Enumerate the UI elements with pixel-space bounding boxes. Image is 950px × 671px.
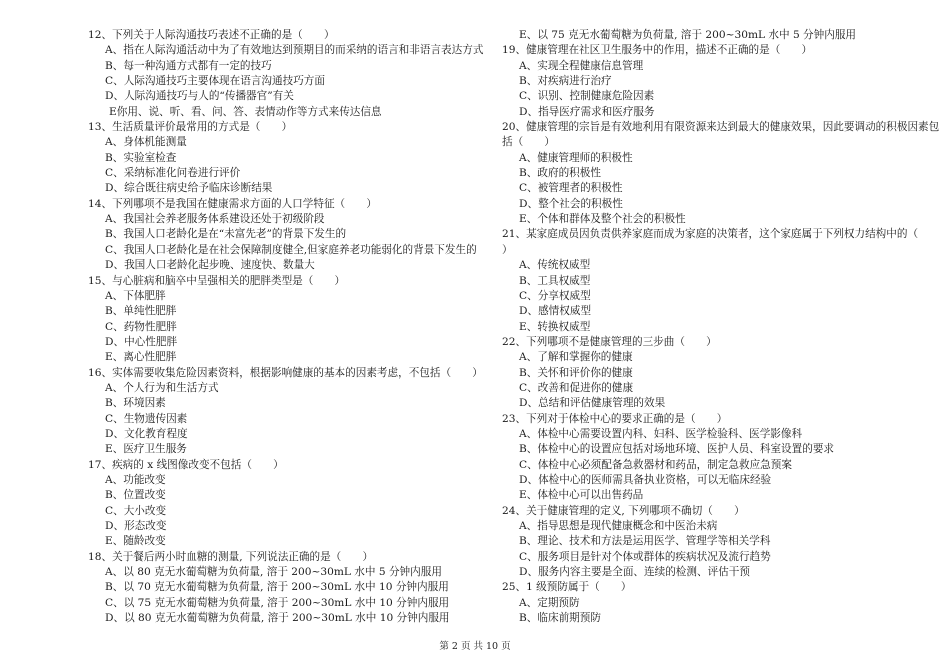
question-text: 17、疾病的 x 线图像改变不包括（ ） <box>88 458 284 471</box>
question-text: 括（ ） <box>502 136 555 149</box>
answer-option: C、以 75 克无水葡萄糖为负荷量, 溶于 200~30mL 水中 10 分钟内服用 <box>105 596 450 609</box>
question-text: 22、下列哪项不是健康管理的三步曲（ ） <box>502 335 717 348</box>
answer-option: A、个人行为和生活方式 <box>105 381 219 394</box>
question-text: 18、关于餐后两小时血糖的测量, 下列说法正确的是（ ） <box>88 550 374 563</box>
question-text: 16、实体需要收集危险因素资料，根据影响健康的基本的因素考虑，不包括（ ） <box>88 366 483 379</box>
answer-option: A、了解和掌握你的健康 <box>519 351 633 364</box>
answer-option: C、生物遗传因素 <box>105 412 188 425</box>
answer-option: A、传统权威型 <box>519 259 591 272</box>
question-text: 21、某家庭成员因负责供养家庭而成为家庭的决策者，这个家庭属于下列权力结构中的（ <box>502 228 919 241</box>
answer-option: D、指导医疗需求和医疗服务 <box>519 105 655 118</box>
answer-option: D、整个社会的积极性 <box>519 197 623 210</box>
question-text: 24、关于健康管理的定义, 下列哪项不确切（ ） <box>502 504 745 517</box>
answer-option: C、改善和促进你的健康 <box>519 381 634 394</box>
answer-option: A、实现全程健康信息管理 <box>519 59 644 72</box>
answer-option: B、临床前期预防 <box>519 612 601 625</box>
answer-option: B、关怀和评价你的健康 <box>519 366 633 379</box>
question-text: 15、与心脏病和脑卒中呈强相关的肥胖类型是（ ） <box>88 274 346 287</box>
answer-option: B、实验室检查 <box>105 151 177 164</box>
answer-option: D、体检中心的医师需具备执业资格，可以无临床经验 <box>519 473 772 486</box>
answer-option: B、环境因素 <box>105 397 166 410</box>
answer-option: A、定期预防 <box>519 596 580 609</box>
question-text: 19、健康管理在社区卫生服务中的作用，描述不正确的是（ ） <box>502 44 813 57</box>
question-text: 13、生活质量评价最常用的方式是（ ） <box>88 121 293 134</box>
question-text: 25、1 级预防属于（ ） <box>502 581 632 594</box>
answer-option: C、识别、控制健康危险因素 <box>519 90 655 103</box>
answer-option: A、我国社会养老服务体系建设还处于初级阶段 <box>105 213 325 226</box>
answer-option: D、形态改变 <box>105 520 167 532</box>
question-text: 14、下列哪项不是我国在健康需求方面的人口学特征（ ） <box>88 197 377 210</box>
question-text: 20、健康管理的宗旨是有效地利用有限资源来达到最大的健康效果，因此要调动的积极因素包 <box>502 121 940 134</box>
answer-option: A、体检中心需要设置内科、妇科、医学检验科、医学影像科 <box>519 427 803 440</box>
answer-option: C、被管理者的积极性 <box>519 182 623 195</box>
answer-option: D、服务内容主要是全面、连续的检测、评估干预 <box>519 566 750 579</box>
answer-option: A、身体机能测量 <box>105 136 187 149</box>
answer-option: D、我国人口老龄化起步晚、速度快、数量大 <box>105 259 315 272</box>
answer-option: C、人际沟通技巧主要体现在语言沟通技巧方面 <box>105 75 325 88</box>
answer-option: E、转换权威型 <box>519 320 591 333</box>
answer-option: E、离心性肥胖 <box>105 351 177 364</box>
answer-option: E、以 75 克无水葡萄糖为负荷量, 溶于 200~30mL 水中 5 分钟内服用 <box>519 29 857 41</box>
answer-option: A、功能改变 <box>105 473 166 486</box>
answer-option: D、中心性肥胖 <box>105 335 178 348</box>
answer-option: A、指在人际沟通活动中为了有效地达到预期目的而采纳的语言和非语言表达方式 <box>105 44 484 57</box>
answer-option: B、工具权威型 <box>519 274 591 287</box>
answer-option: B、理论、技术和方法是运用医学、管理学等相关学科 <box>519 535 771 548</box>
answer-option: C、服务项目是针对个体或群体的疾病状况及流行趋势 <box>519 550 771 563</box>
answer-option: D、总结和评估健康管理的效果 <box>519 397 666 410</box>
answer-option: B、每一种沟通方式都有一定的技巧 <box>105 59 272 72</box>
page-footer: 第 2 页 共 10 页 <box>439 641 511 652</box>
answer-option: D、人际沟通技巧与人的“传播器官”有关 <box>105 90 294 103</box>
answer-option: B、以 70 克无水葡萄糖为负荷量, 溶于 200~30mL 水中 10 分钟内服用 <box>105 581 449 594</box>
answer-option: B、位置改变 <box>105 489 166 502</box>
answer-option: C、我国人口老龄化是在社会保障制度健全,但家庭养老功能弱化的背景下发生的 <box>105 243 477 256</box>
answer-option: E、个体和群体及整个社会的积极性 <box>519 213 686 226</box>
answer-option: D、综合既往病史给予临床诊断结果 <box>105 182 273 195</box>
answer-option: B、体检中心的设置应包括对场地环境、医护人员、科室设置的要求 <box>519 443 835 456</box>
answer-option: E、医疗卫生服务 <box>105 443 187 456</box>
answer-option: C、分享权威型 <box>519 289 591 302</box>
question-text: 23、下列对于体检中心的要求正确的是（ ） <box>502 412 728 425</box>
left-column <box>88 28 484 626</box>
answer-option: D、以 80 克无水葡萄糖为负荷量, 溶于 200~30mL 水中 10 分钟内服用 <box>105 612 450 625</box>
answer-option: B、对疾病进行治疗 <box>519 75 612 88</box>
answer-option: D、感情权威型 <box>519 305 592 318</box>
answer-option: A、以 80 克无水葡萄糖为负荷量, 溶于 200~30mL 水中 5 分钟内服用 <box>105 566 442 579</box>
question-text: ） <box>502 243 513 256</box>
answer-option: A、健康管理师的积极性 <box>519 151 633 164</box>
question-text: 12、下列关于人际沟通技巧表述不正确的是（ ） <box>88 29 335 41</box>
right-column <box>502 28 940 626</box>
answer-option: A、下体肥胖 <box>105 289 166 302</box>
answer-option: C、大小改变 <box>105 504 167 517</box>
answer-option: C、药物性肥胖 <box>105 320 177 333</box>
answer-option: E、随龄改变 <box>105 535 166 548</box>
answer-option: A、指导思想是现代健康概念和中医治未病 <box>519 520 718 532</box>
answer-option: E你用、说、听、看、问、答、表情动作等方式来传达信息 <box>109 105 382 118</box>
answer-option: B、政府的积极性 <box>519 167 601 180</box>
answer-option: C、采纳标准化问卷进行评价 <box>105 167 241 180</box>
answer-option: B、我国人口老龄化是在“未富先老”的背景下发生的 <box>105 228 347 241</box>
answer-option: B、单纯性肥胖 <box>105 305 177 318</box>
answer-option: E、体检中心可以出售药品 <box>519 489 644 502</box>
answer-option: D、文化教育程度 <box>105 427 188 440</box>
answer-option: C、体检中心必须配备急救器材和药品，制定急救应急预案 <box>519 458 792 471</box>
